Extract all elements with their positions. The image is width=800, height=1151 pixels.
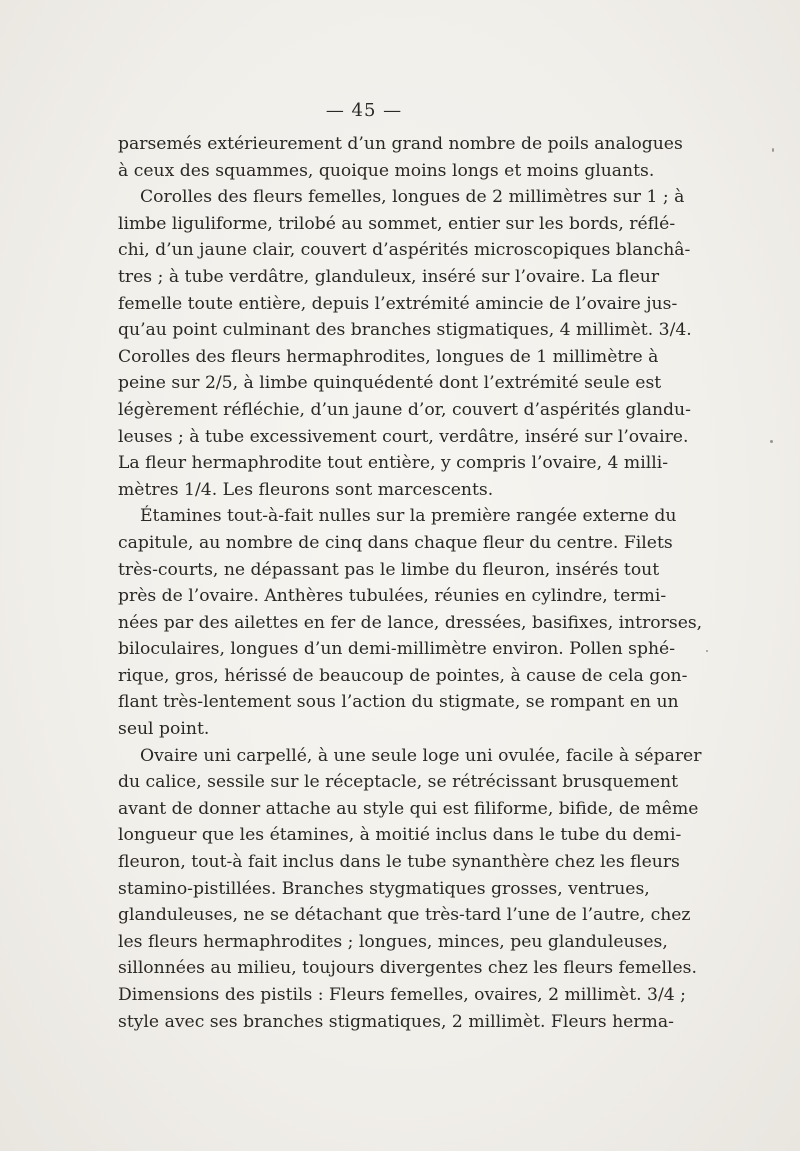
paper-speck xyxy=(772,148,774,152)
body-text xyxy=(118,131,703,1035)
text-line: Ovaire uni carpellé, à une seule loge uni ovulée, facile à séparer xyxy=(140,745,702,766)
text-line: sillonnées au milieu, toujours divergentes chez les fleurs femelles. xyxy=(118,958,697,979)
text-line: leuses ; à tube excessivement court, verdâtre, inséré sur l’ovaire. xyxy=(118,426,689,447)
text-line: limbe liguliforme, trilobé au sommet, entier sur les bords, réflé- xyxy=(118,213,676,234)
text-line: avant de donner attache au style qui est filiforme, bifide, de même xyxy=(118,798,699,819)
text-line: Dimensions des pistils : Fleurs femelles, ovaires, 2 millimèt. 3/4 ; xyxy=(118,985,686,1005)
text-line: La fleur hermaphrodite tout entière, y compris l’ovaire, 4 milli- xyxy=(118,453,669,474)
page-number-header: — 45 — xyxy=(325,100,403,121)
paper-speck xyxy=(770,440,773,443)
text-line: longueur que les étamines, à moitié inclus dans le tube du demi- xyxy=(118,825,682,846)
text-line: Corolles des fleurs hermaphrodites, longues de 1 millimètre à xyxy=(118,346,659,367)
text-line: tres ; à tube verdâtre, glanduleux, inséré sur l’ovaire. La fleur xyxy=(118,266,660,287)
text-line: Corolles des fleurs femelles, longues de 2 millimètres sur 1 ; à xyxy=(140,187,685,208)
text-line: peine sur 2/5, à limbe quinquédenté dont l’extrémité seule est xyxy=(118,373,662,394)
text-line: fleuron, tout-à fait inclus dans le tube synanthère chez les fleurs xyxy=(118,852,680,873)
text-line: glanduleuses, ne se détachant que très-tard l’une de l’autre, chez xyxy=(118,905,691,926)
text-line: chi, d’un jaune clair, couvert d’aspérités microscopiques blanchâ- xyxy=(118,240,691,261)
text-line: rique, gros, hérissé de beaucoup de pointes, à cause de cela gon- xyxy=(118,665,688,686)
paper-speck xyxy=(706,650,708,652)
text-line: flant très-lentement sous l’action du stigmate, se rompant en un xyxy=(118,692,679,713)
text-line: du calice, sessile sur le réceptacle, se rétrécissant brusquement xyxy=(118,772,679,793)
text-line: style avec ses branches stigmatiques, 2 millimèt. Fleurs herma- xyxy=(118,1011,674,1032)
text-line: Étamines tout-à-fait nulles sur la première rangée externe du xyxy=(140,506,677,527)
text-line: nées par des ailettes en fer de lance, dressées, basifixes, introrses, xyxy=(118,612,703,633)
text-line: légèrement réfléchie, d’un jaune d’or, couvert d’aspérités glandu- xyxy=(118,399,691,420)
text-line: mètres 1/4. Les fleurons sont marcescents. xyxy=(118,479,494,500)
text-line: à ceux des squammes, quoique moins longs et moins gluants. xyxy=(118,160,655,181)
text-line: stamino-pistillées. Branches stygmatiques grosses, ventrues, xyxy=(118,878,650,899)
text-line: seul point. xyxy=(118,719,210,740)
text-line: qu’au point culminant des branches stigmatiques, 4 millimèt. 3/4. xyxy=(118,320,692,341)
text-line: capitule, au nombre de cinq dans chaque fleur du centre. Filets xyxy=(118,532,673,553)
text-line: très-courts, ne dépassant pas le limbe du fleuron, insérés tout xyxy=(118,559,660,580)
text-line: près de l’ovaire. Anthères tubulées, réunies en cylindre, termi- xyxy=(118,586,667,607)
text-line: biloculaires, longues d’un demi-millimètre environ. Pollen sphé- xyxy=(118,639,676,660)
text-line: femelle toute entière, depuis l’extrémité amincie de l’ovaire jus- xyxy=(118,293,678,314)
text-line: parsemés extérieurement d’un grand nombre de poils analogues xyxy=(118,134,683,154)
text-line: les fleurs hermaphrodites ; longues, minces, peu glanduleuses, xyxy=(118,931,668,952)
